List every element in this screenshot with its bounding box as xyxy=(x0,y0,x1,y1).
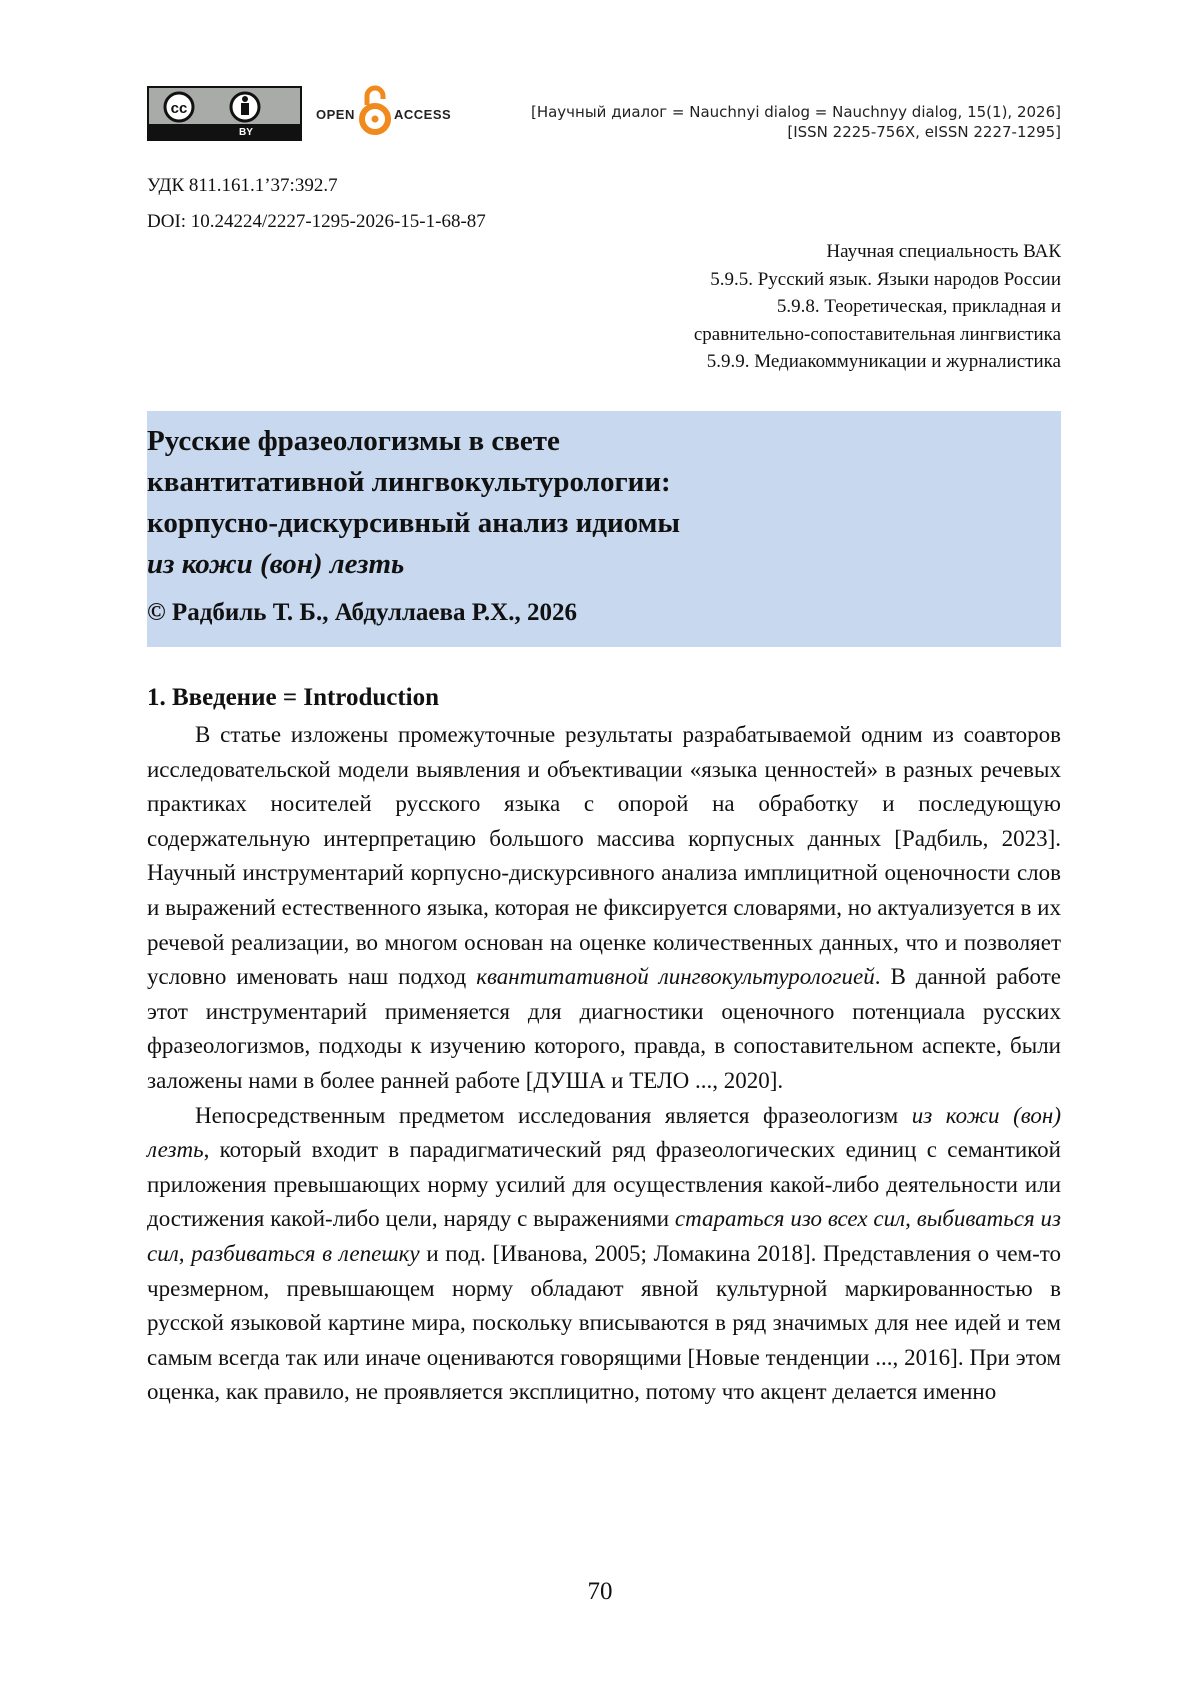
svg-text:cc: cc xyxy=(170,100,188,117)
paragraph-emphasis: из кожи (вон) лезть xyxy=(147,1102,1061,1163)
doi-identifier[interactable]: DOI: 10.24224/2227-1295-2026-15-1-68-87 xyxy=(147,211,486,232)
paragraph-text: и под. [Иванова, 2005; Ломакина 2018]. Представления о чем-то чрезмерном, превышающем норму обладают явной культурной маркированностью в русской языковой картине мира, поскольку вписываются в ряд значимых для нее идей и тем самым всегда так или иначе оцениваются говорящими [Новые тенденции ..., 2016]. При этом оценка, как правило, не проявляется эксплицитно, потому что акцент делается именно xyxy=(147,1240,1061,1405)
vak-line: сравнительно-сопоставительная лингвистика xyxy=(693,323,1061,345)
journal-reference xyxy=(531,102,1061,142)
vak-heading: Научная специальность ВАК xyxy=(826,241,1061,262)
vak-specialties xyxy=(694,238,1061,376)
vak-line: 5.9.5. Русский язык. Языки народов России xyxy=(710,268,1061,290)
paragraph-text: . В данной работе этот инструментарий применяется для диагностики оценочного потенциала русских фразеологизмов, подходы к изучению которого, правда, в сопоставительном аспекте, были заложены нами в более ранней работе [ДУША и ТЕЛО ..., 2020]. xyxy=(147,964,1062,1093)
open-access-lock-icon xyxy=(358,85,392,137)
open-access-access-label: ACCESS xyxy=(394,107,452,122)
body-paragraph xyxy=(147,1099,1061,1410)
title-line: квантитативной лингвокультурологии: xyxy=(147,466,671,498)
vak-line: 5.9.9. Медиакоммуникации и журналистика xyxy=(706,351,1061,372)
udk-code: УДК 811.161.1’37:392.7 xyxy=(147,175,338,196)
article-authors: © Радбиль Т. Б., Абдуллаева Р.Х., 2026 xyxy=(147,599,577,626)
body-paragraph xyxy=(147,718,1061,1099)
paragraph-emphasis: квантитативной лингвокультурологией xyxy=(476,964,875,990)
license-by-label: BY xyxy=(239,127,253,138)
paragraph-text: В статье изложены промежуточные результаты разрабатываемой одним из соавторов исследовательской модели выявления и объективации «языка ценностей» в разных речевых практиках носителей русского языка с опорой на обработку и последующую содержательную интерпретацию большого массива корпусных данных [Радбиль, 2023]. Научный инструментарий корпусно-дискурсивного анализа имплицитной оценочности слов и выражений естественного языка, которая не фиксируется словарями, но актуализуется в их речевой реализации, во многом основан на оценке количественных данных, что и позволяет условно именовать наш подход xyxy=(147,722,1061,990)
article-body xyxy=(147,718,1061,1410)
article-title xyxy=(147,421,1047,585)
paragraph-text: , который входит в парадигматический ряд фразеологических единиц с семантикой приложения превышающих норму усилий для осуществления какой-либо деятельности или достижения какой-либо цели, наряду с выражениями xyxy=(147,1137,1061,1232)
title-line: Русские фразеологизмы в свете xyxy=(147,425,560,457)
open-access-logo xyxy=(316,85,456,140)
journal-citation: [Научный диалог = Nauchnyi dialog = Nauchnyy dialog, 15(1), 2026] xyxy=(530,103,1061,121)
article-title-block xyxy=(147,411,1061,647)
page-number: 70 xyxy=(587,1578,613,1605)
journal-issn: [ISSN 2225-756X, eISSN 2227-1295] xyxy=(787,123,1061,141)
vak-line: 5.9.8. Теоретическая, прикладная и xyxy=(776,296,1061,317)
paragraph-emphasis: стараться изо всех сил, выбиваться из сил, разбиваться в лепешку xyxy=(147,1206,1061,1266)
title-line: корпусно-дискурсивный анализ идиомы xyxy=(147,507,681,539)
section-heading: 1. Введение = Introduction xyxy=(147,684,440,711)
open-access-open-label: OPEN xyxy=(316,107,355,122)
paragraph-text: Непосредственным предметом исследования является фразеологизм xyxy=(195,1102,912,1128)
license-strip xyxy=(149,124,300,139)
title-idiom: из кожи (вон) лезть xyxy=(147,548,405,580)
cc-icon xyxy=(149,88,300,124)
cc-by-license-badge xyxy=(147,86,302,141)
